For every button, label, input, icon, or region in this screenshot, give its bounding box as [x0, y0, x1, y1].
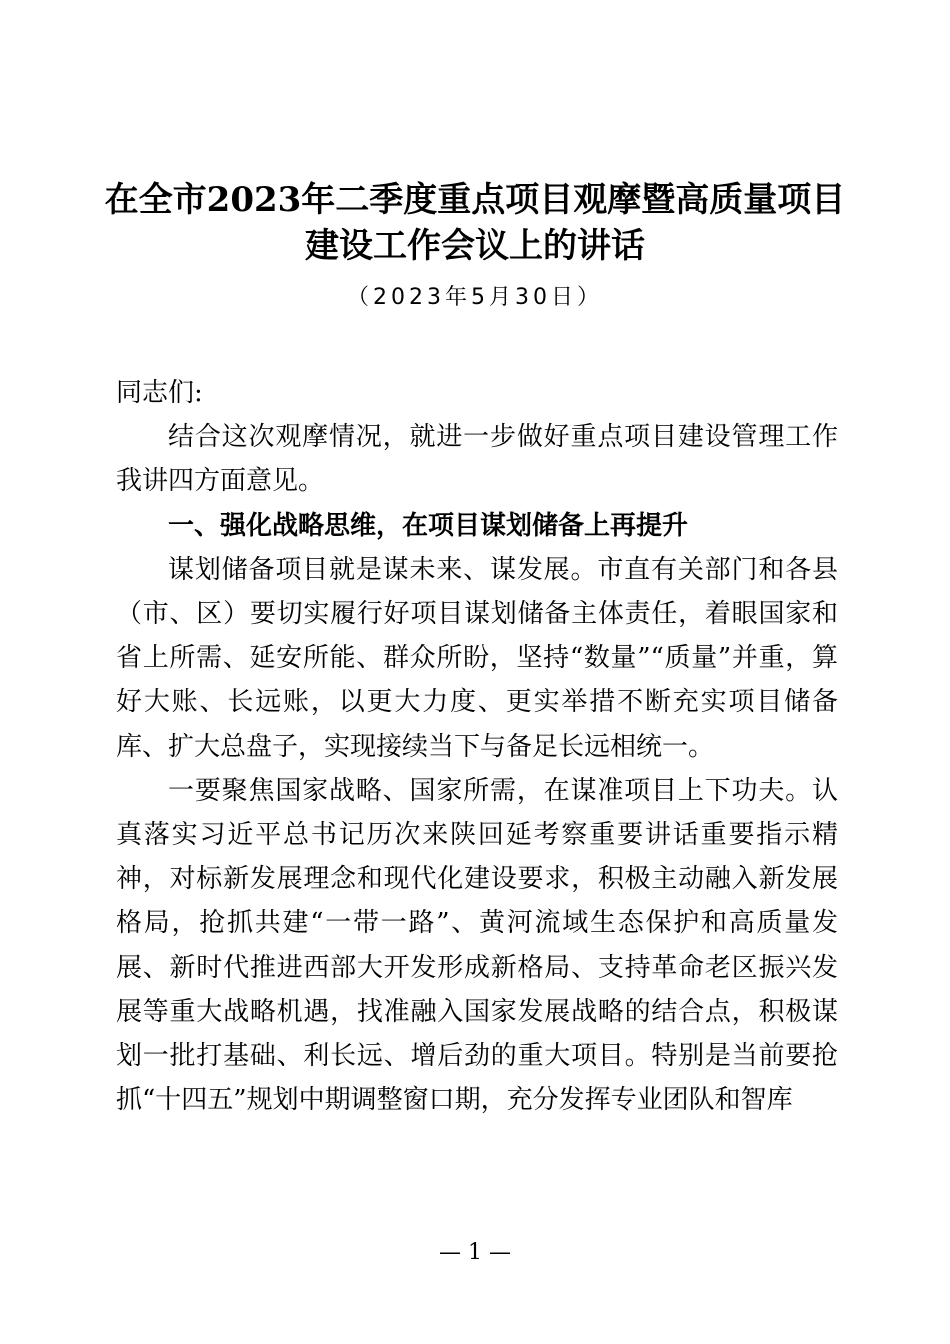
document-title-line-1: 在全市2023年二季度重点项目观摩暨高质量项目: [104, 180, 846, 220]
greeting: 同志们:: [116, 378, 203, 408]
document-title-line-2: 建设工作会议上的讲话: [305, 226, 645, 266]
document-body: [116, 371, 838, 1122]
body-paragraph: 谋划储备项目就是谋未来、谋发展。市直有关部门和各县（市、区）要切实履行好项目谋划储备主体责任，着眼国家和省上所需、延安所能、群众所盼，坚持“数量”“质量”并重，算好大账、长远账，以更大力度、更实举措不断充实项目储备库、扩大总盘子，实现接续当下与备足长远相统一。: [116, 554, 838, 762]
body-paragraph: 一要聚焦国家战略、国家所需，在谋准项目上下功夫。认真落实习近平总书记历次来陕回延考察重要讲话重要指示精神，对标新发展理念和现代化建设要求，积极主动融入新发展格局，抢抓共建“一带一路”、黄河流域生态保护和高质量发展、新时代推进西部大开发形成新格局、支持革命老区振兴发展等重大战略机遇，找准融入国家发展战略的结合点，积极谋划一批打基础、利长远、增后劲的重大项目。特别是当前要抢抓“十四五”规划中期调整窗口期，充分发挥专业团队和智库: [116, 775, 838, 1116]
page-number: — 1 —: [439, 1240, 511, 1265]
intro-paragraph: 结合这次观摩情况，就进一步做好重点项目建设管理工作我讲四方面意见。: [116, 422, 838, 497]
section-heading: 一、强化战略思维，在项目谋划储备上再提升: [168, 510, 689, 541]
document-date: （2023年5月30日）: [347, 285, 603, 310]
